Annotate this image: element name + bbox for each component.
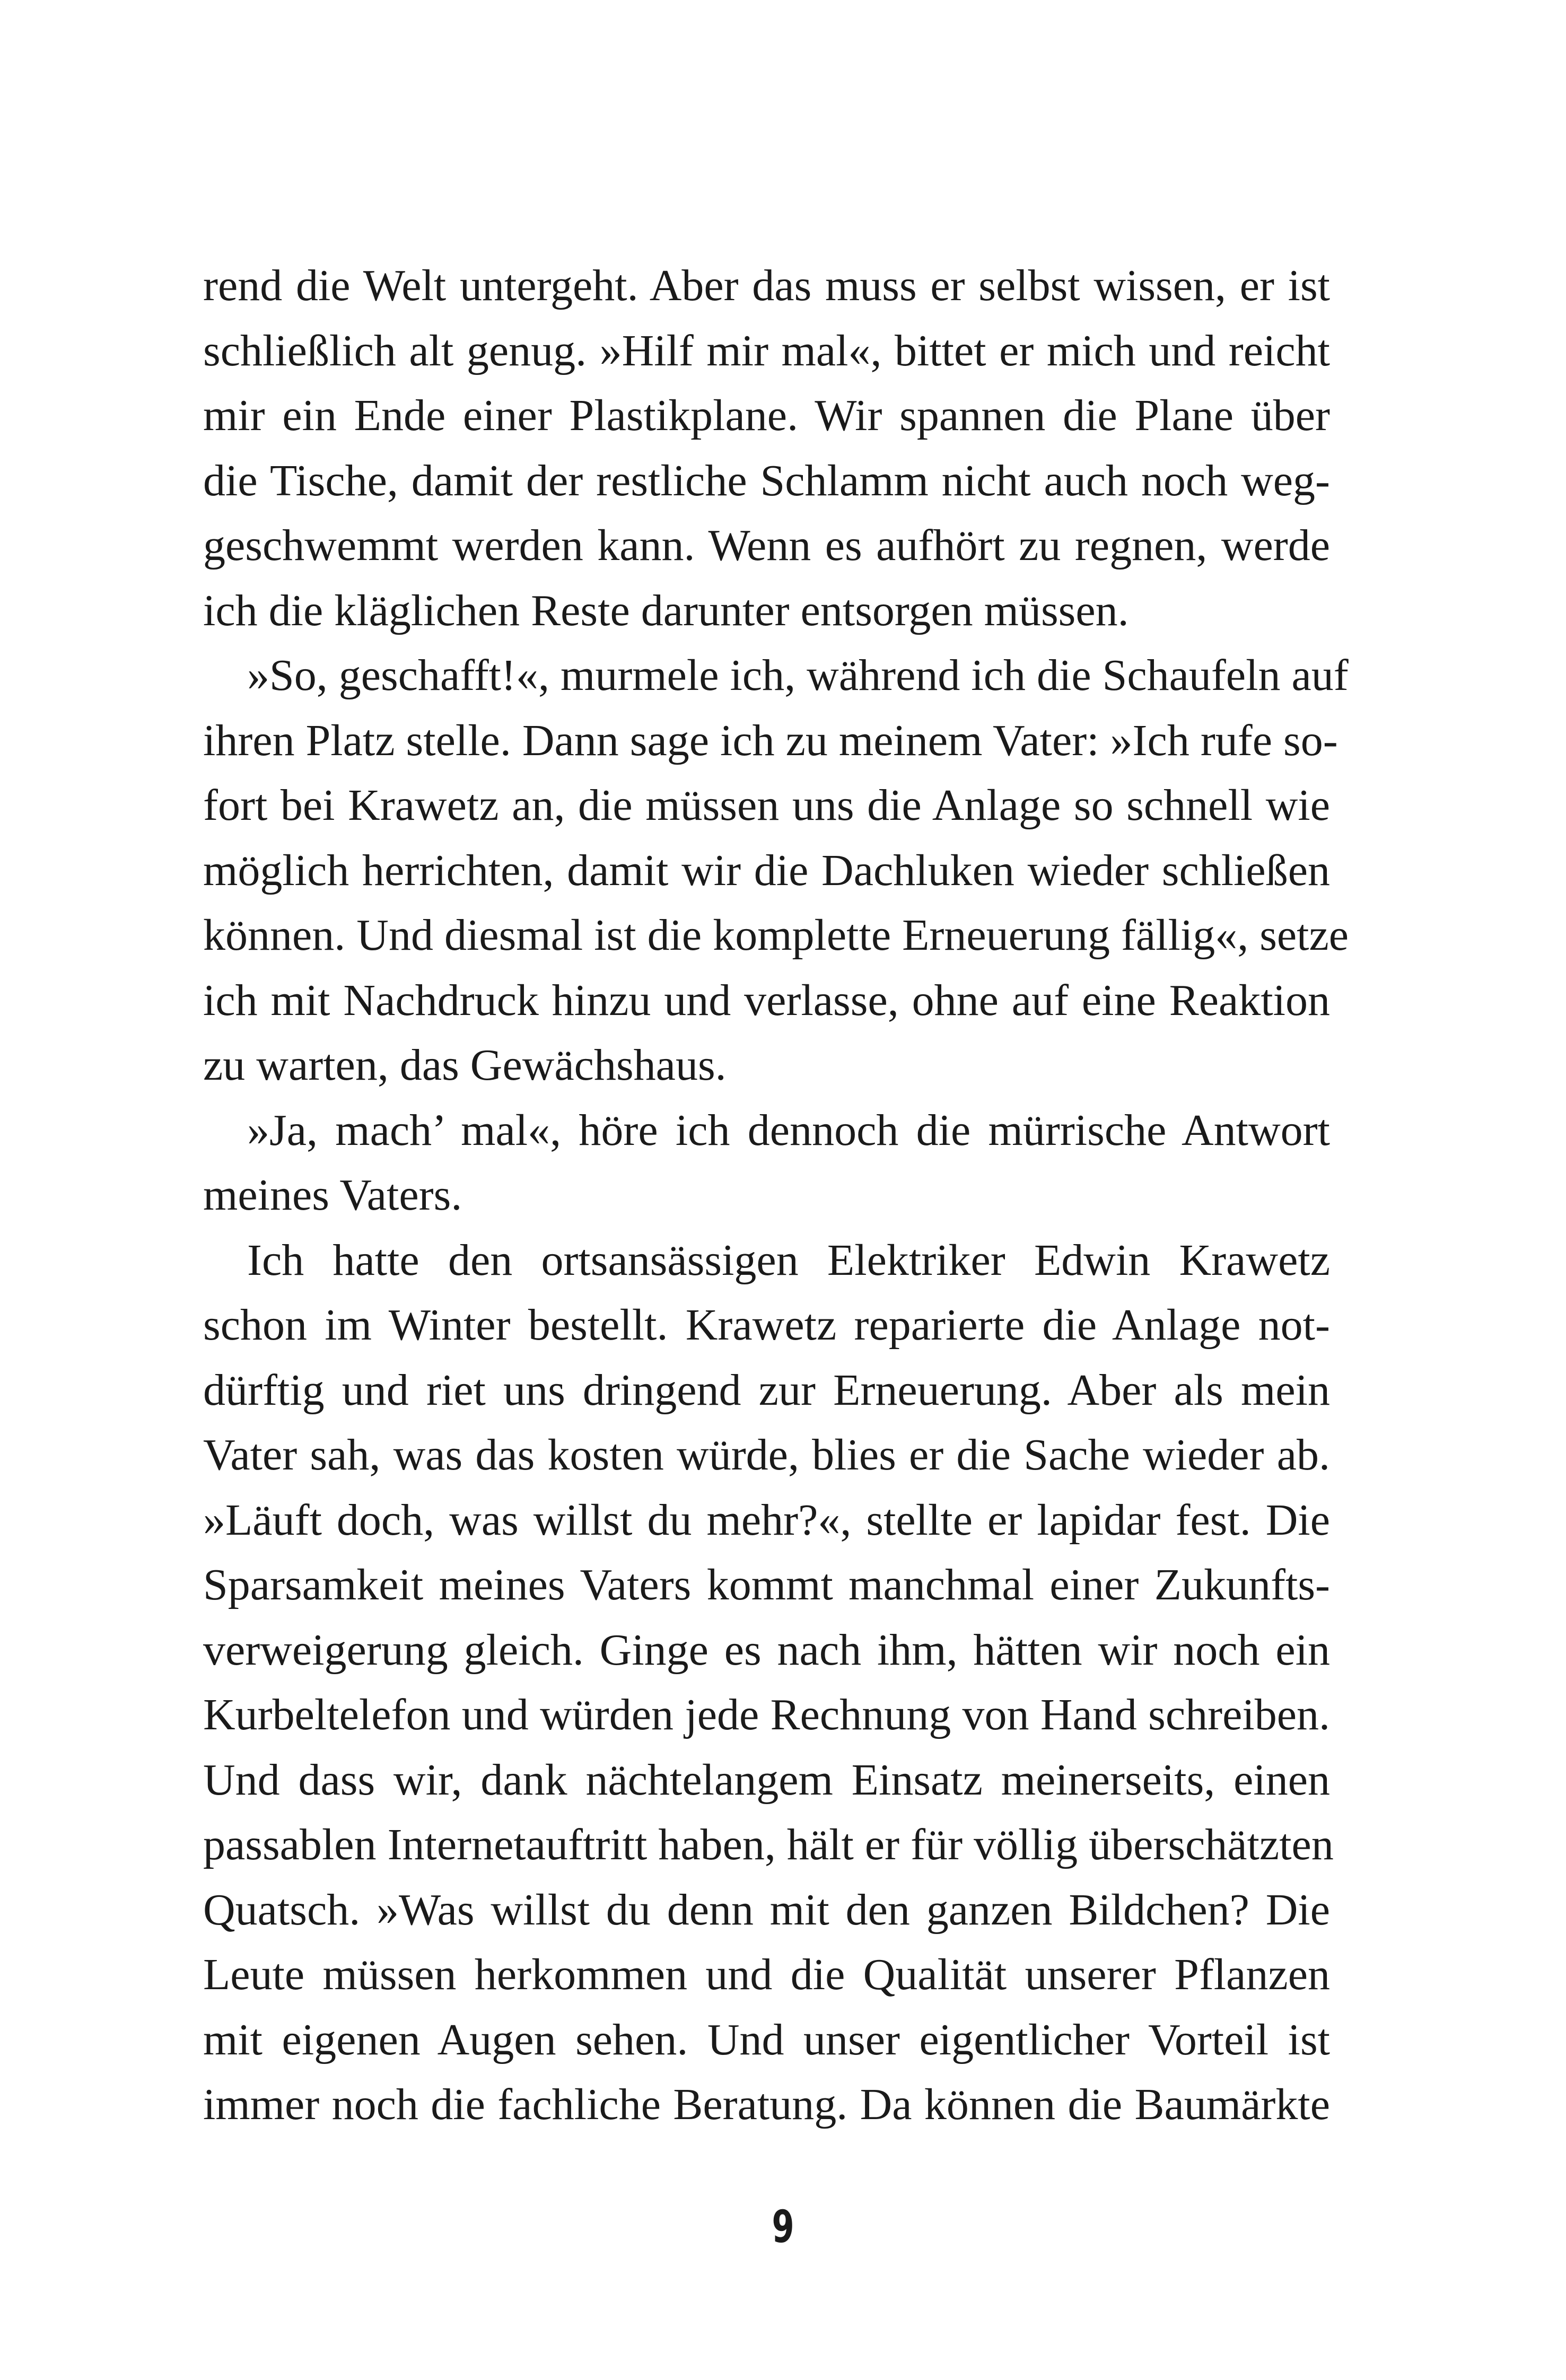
text-line: dürftig und riet uns dringend zur Erneuerung. Aber als mein [203,1365,1330,1415]
body-text [203,253,1349,2138]
text-line: verweigerung gleich. Ginge es nach ihm, hätten wir noch ein [203,1625,1330,1675]
text-line: mir ein Ende einer Plastikplane. Wir spannen die Plane über [203,391,1330,440]
text-line: mit eigenen Augen sehen. Und unser eigentlicher Vorteil ist [203,2015,1330,2064]
text-line: »Läuft doch, was willst du mehr?«, stellte er lapidar fest. Die [203,1495,1330,1545]
text-line: Vater sah, was das kosten würde, blies er die Sache wieder ab. [203,1430,1330,1480]
text-line: schon im Winter bestellt. Krawetz reparierte die Anlage not- [203,1300,1330,1350]
text-line: »Ja, mach’ mal«, höre ich dennoch die mürrische Antwort [247,1105,1330,1155]
text-line: passablen Internetauftritt haben, hält er für völlig überschätzten [203,1820,1334,1869]
text-line: »So, geschafft!«, murmele ich, während ich die Schaufeln auf [247,651,1349,700]
page-number: 9 [772,2201,794,2253]
text-line: geschwemmt werden kann. Wenn es aufhört zu regnen, werde [203,521,1330,570]
text-line: möglich herrichten, damit wir die Dachluken wieder schließen [203,845,1330,895]
text-line: Sparsamkeit meines Vaters kommt manchmal einer Zukunfts- [203,1560,1330,1609]
text-line: zu warten, das Gewächshaus. [203,1040,727,1090]
text-line: meines Vaters. [203,1170,462,1220]
text-line: Quatsch. »Was willst du denn mit den ganzen Bildchen? Die [203,1885,1330,1935]
text-line: Kurbeltelefon und würden jede Rechnung von Hand schreiben. [203,1690,1330,1739]
text-line: Und dass wir, dank nächtelangem Einsatz meinerseits, einen [203,1755,1330,1805]
text-line: immer noch die fachliche Beratung. Da können die Baumärkte [203,2080,1330,2129]
text-line: die Tische, damit der restliche Schlamm nicht auch noch weg- [203,456,1330,505]
text-line: ich die kläglichen Reste darunter entsorgen müssen. [203,585,1129,635]
text-line: können. Und diesmal ist die komplette Erneuerung fällig«, setze [203,911,1349,960]
text-line: Leute müssen herkommen und die Qualität unserer Pflanzen [203,1950,1330,1999]
text-line: Ich hatte den ortsansässigen Elektriker Edwin Krawetz [247,1235,1330,1285]
text-line: schließlich alt genug. »Hilf mir mal«, bittet er mich und reicht [203,326,1330,375]
text-line: rend die Welt untergeht. Aber das muss er selbst wissen, er ist [203,261,1330,310]
text-line: fort bei Krawetz an, die müssen uns die Anlage so schnell wie [203,781,1330,830]
text-line: ihren Platz stelle. Dann sage ich zu meinem Vater: »Ich rufe so- [203,715,1338,765]
text-line: ich mit Nachdruck hinzu und verlasse, ohne auf eine Reaktion [203,975,1330,1025]
